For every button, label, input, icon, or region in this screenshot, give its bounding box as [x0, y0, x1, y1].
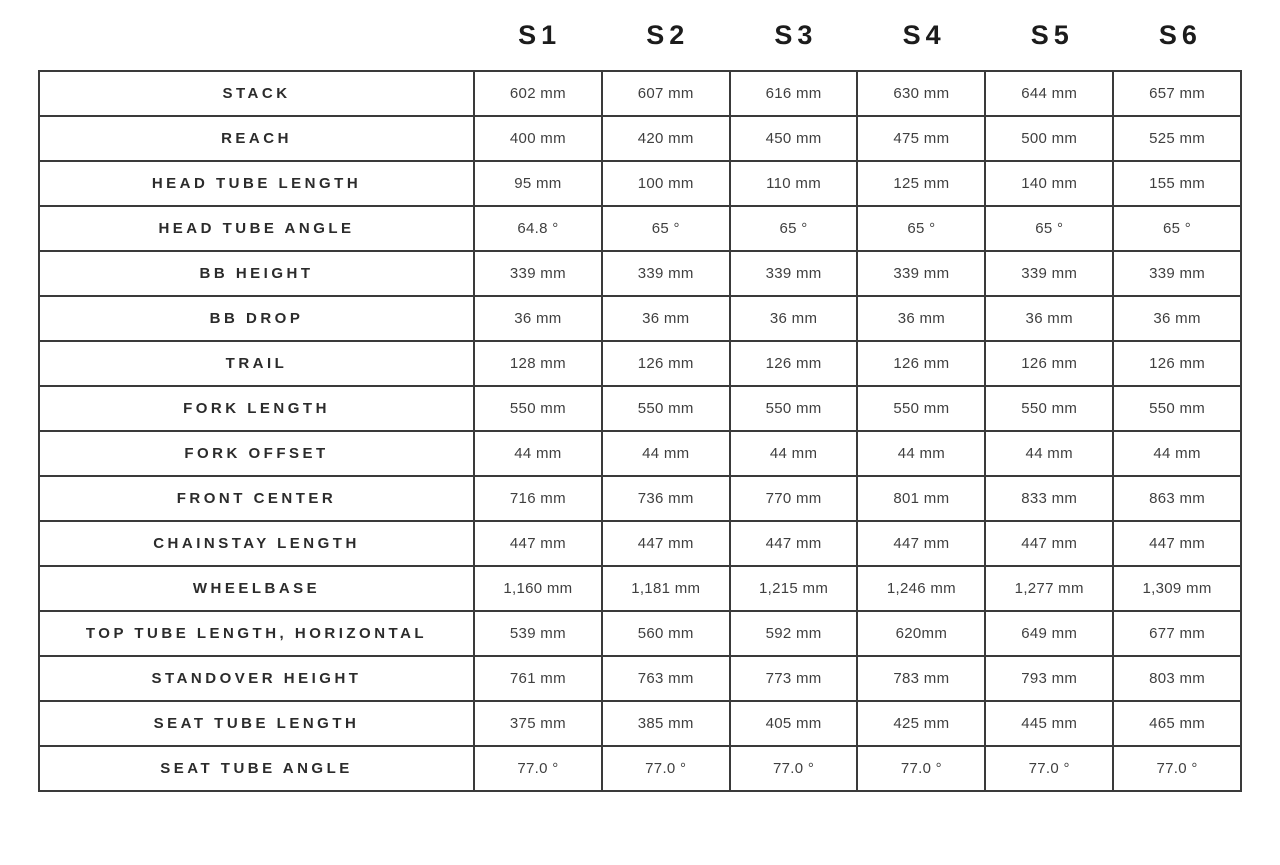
value-cell: 44 mm [474, 431, 602, 476]
value-cell: 1,309 mm [1113, 566, 1241, 611]
value-cell: 833 mm [985, 476, 1113, 521]
value-cell: 44 mm [985, 431, 1113, 476]
value-cell: 450 mm [730, 116, 858, 161]
value-cell: 465 mm [1113, 701, 1241, 746]
row-label: FRONT CENTER [39, 476, 474, 521]
table-row [39, 701, 1241, 746]
geometry-table-body [39, 71, 1241, 791]
value-cell: 375 mm [474, 701, 602, 746]
value-cell: 736 mm [602, 476, 730, 521]
value-cell: 447 mm [985, 521, 1113, 566]
row-label: BB HEIGHT [39, 251, 474, 296]
value-cell: 36 mm [857, 296, 985, 341]
table-row [39, 476, 1241, 521]
value-cell: 77.0 ° [730, 746, 858, 791]
table-row [39, 431, 1241, 476]
row-label: HEAD TUBE ANGLE [39, 206, 474, 251]
table-row [39, 296, 1241, 341]
value-cell: 630 mm [857, 71, 985, 116]
value-cell: 420 mm [602, 116, 730, 161]
table-row [39, 251, 1241, 296]
value-cell: 126 mm [985, 341, 1113, 386]
value-cell: 95 mm [474, 161, 602, 206]
value-cell: 65 ° [602, 206, 730, 251]
table-row [39, 521, 1241, 566]
value-cell: 525 mm [1113, 116, 1241, 161]
value-cell: 607 mm [602, 71, 730, 116]
value-cell: 400 mm [474, 116, 602, 161]
value-cell: 339 mm [474, 251, 602, 296]
row-label: BB DROP [39, 296, 474, 341]
size-header-s6: S6 [1158, 19, 1202, 50]
value-cell: 770 mm [730, 476, 858, 521]
value-cell: 339 mm [602, 251, 730, 296]
value-cell: 550 mm [857, 386, 985, 431]
value-cell: 36 mm [474, 296, 602, 341]
value-cell: 339 mm [730, 251, 858, 296]
value-cell: 339 mm [1113, 251, 1241, 296]
value-cell: 550 mm [1113, 386, 1241, 431]
size-header-s4: S4 [902, 19, 946, 50]
row-label: FORK LENGTH [39, 386, 474, 431]
table-row [39, 566, 1241, 611]
value-cell: 763 mm [602, 656, 730, 701]
row-label: REACH [39, 116, 474, 161]
value-cell: 803 mm [1113, 656, 1241, 701]
value-cell: 77.0 ° [602, 746, 730, 791]
value-cell: 500 mm [985, 116, 1113, 161]
table-row [39, 341, 1241, 386]
value-cell: 65 ° [1113, 206, 1241, 251]
table-row [39, 386, 1241, 431]
value-cell: 339 mm [857, 251, 985, 296]
table-row [39, 161, 1241, 206]
value-cell: 44 mm [730, 431, 858, 476]
value-cell: 140 mm [985, 161, 1113, 206]
value-cell: 863 mm [1113, 476, 1241, 521]
value-cell: 773 mm [730, 656, 858, 701]
value-cell: 550 mm [730, 386, 858, 431]
value-cell: 100 mm [602, 161, 730, 206]
value-cell: 36 mm [1113, 296, 1241, 341]
value-cell: 550 mm [985, 386, 1113, 431]
value-cell: 716 mm [474, 476, 602, 521]
value-cell: 125 mm [857, 161, 985, 206]
value-cell: 1,181 mm [602, 566, 730, 611]
row-label: STACK [39, 71, 474, 116]
row-label: FORK OFFSET [39, 431, 474, 476]
row-label: SEAT TUBE LENGTH [39, 701, 474, 746]
row-label: CHAINSTAY LENGTH [39, 521, 474, 566]
value-cell: 447 mm [730, 521, 858, 566]
row-label: SEAT TUBE ANGLE [39, 746, 474, 791]
value-cell: 793 mm [985, 656, 1113, 701]
table-row [39, 611, 1241, 656]
size-header-s1: S1 [518, 19, 562, 50]
size-header-s5: S5 [1030, 19, 1074, 50]
value-cell: 447 mm [857, 521, 985, 566]
value-cell: 649 mm [985, 611, 1113, 656]
value-cell: 385 mm [602, 701, 730, 746]
value-cell: 447 mm [1113, 521, 1241, 566]
value-cell: 77.0 ° [985, 746, 1113, 791]
value-cell: 783 mm [857, 656, 985, 701]
value-cell: 36 mm [730, 296, 858, 341]
value-cell: 77.0 ° [857, 746, 985, 791]
geometry-table [38, 70, 1242, 792]
value-cell: 550 mm [602, 386, 730, 431]
value-cell: 592 mm [730, 611, 858, 656]
row-label: HEAD TUBE LENGTH [39, 161, 474, 206]
value-cell: 65 ° [857, 206, 985, 251]
value-cell: 1,160 mm [474, 566, 602, 611]
row-label: TRAIL [39, 341, 474, 386]
value-cell: 1,215 mm [730, 566, 858, 611]
table-row [39, 206, 1241, 251]
value-cell: 126 mm [857, 341, 985, 386]
value-cell: 65 ° [985, 206, 1113, 251]
row-label: TOP TUBE LENGTH, HORIZONTAL [39, 611, 474, 656]
value-cell: 128 mm [474, 341, 602, 386]
value-cell: 126 mm [1113, 341, 1241, 386]
value-cell: 126 mm [730, 341, 858, 386]
row-label: STANDOVER HEIGHT [39, 656, 474, 701]
value-cell: 77.0 ° [474, 746, 602, 791]
value-cell: 405 mm [730, 701, 858, 746]
table-row [39, 656, 1241, 701]
value-cell: 644 mm [985, 71, 1113, 116]
value-cell: 64.8 ° [474, 206, 602, 251]
table-row [39, 116, 1241, 161]
value-cell: 44 mm [1113, 431, 1241, 476]
value-cell: 761 mm [474, 656, 602, 701]
value-cell: 155 mm [1113, 161, 1241, 206]
value-cell: 445 mm [985, 701, 1113, 746]
value-cell: 801 mm [857, 476, 985, 521]
value-cell: 65 ° [730, 206, 858, 251]
value-cell: 539 mm [474, 611, 602, 656]
value-cell: 425 mm [857, 701, 985, 746]
value-cell: 657 mm [1113, 71, 1241, 116]
table-row [39, 746, 1241, 791]
table-row [39, 71, 1241, 116]
value-cell: 550 mm [474, 386, 602, 431]
value-cell: 36 mm [985, 296, 1113, 341]
value-cell: 339 mm [985, 251, 1113, 296]
value-cell: 447 mm [602, 521, 730, 566]
value-cell: 677 mm [1113, 611, 1241, 656]
value-cell: 616 mm [730, 71, 858, 116]
value-cell: 447 mm [474, 521, 602, 566]
size-header-row [38, 0, 1242, 70]
value-cell: 620mm [857, 611, 985, 656]
value-cell: 602 mm [474, 71, 602, 116]
row-label: WHEELBASE [39, 566, 474, 611]
size-header-s3: S3 [774, 19, 818, 50]
value-cell: 475 mm [857, 116, 985, 161]
value-cell: 44 mm [857, 431, 985, 476]
size-header-s2: S2 [646, 19, 690, 50]
value-cell: 36 mm [602, 296, 730, 341]
value-cell: 44 mm [602, 431, 730, 476]
value-cell: 110 mm [730, 161, 858, 206]
value-cell: 77.0 ° [1113, 746, 1241, 791]
value-cell: 1,246 mm [857, 566, 985, 611]
value-cell: 1,277 mm [985, 566, 1113, 611]
value-cell: 126 mm [602, 341, 730, 386]
value-cell: 560 mm [602, 611, 730, 656]
